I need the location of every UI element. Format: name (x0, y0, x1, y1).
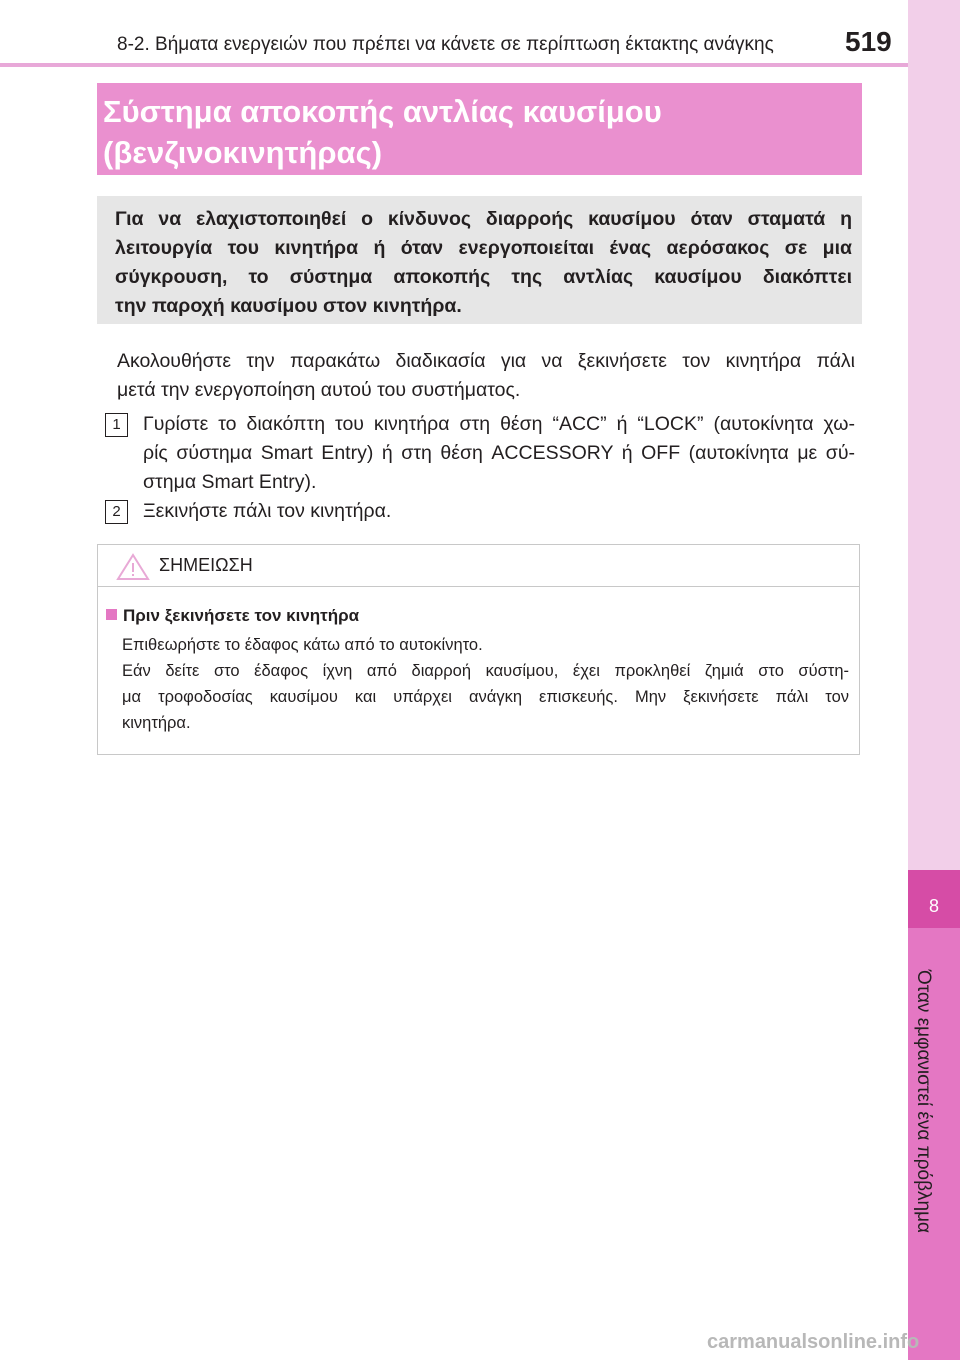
step-line: ρίς σύστημα Smart Entry) ή στη θέση ACCESSORY ή OFF (αυτοκίνητα με σύ- (143, 442, 855, 464)
intro-summary (97, 196, 862, 324)
step-text (143, 497, 855, 526)
step-number-badge: 1 (105, 413, 128, 437)
intro-line: Για να ελαχιστοποιηθεί ο κίνδυνος διαρροής καυσίμου όταν σταματά η (115, 208, 852, 230)
step-1 (105, 410, 855, 497)
chapter-title: Όταν εμφανιστεί ένα πρόβλημα (913, 970, 934, 1234)
intro-line: σύγκρουση, το σύστημα αποκοπής της αντλίας καυσίμου διακόπτει (115, 266, 852, 288)
header-divider (0, 63, 908, 67)
note-line: Επιθεωρήστε το έδαφος κάτω από το αυτοκίνητο. (122, 636, 483, 654)
chapter-number-tab: 8 (908, 870, 960, 928)
intro-line: την παροχή καυσίμου στον κινητήρα. (115, 295, 462, 317)
section-title-line2: (βενζινοκινητήρας) (103, 135, 383, 170)
section-title-line1: Σύστημα αποκοπής αντλίας καυσίμου (103, 94, 662, 129)
note-body (122, 632, 849, 736)
step-line: Ξεκινήστε πάλι τον κινητήρα. (143, 500, 392, 522)
page-number: 519 (845, 26, 892, 57)
body-paragraph (117, 347, 855, 405)
step-line: Γυρίστε το διακόπτη του κινητήρα στη θέση “ACC” ή “LOCK” (αυτοκίνητα χω- (143, 413, 855, 435)
watermark: carmanualsonline.info (707, 1331, 920, 1353)
note-line: μα τροφοδοσίας καυσίμου και υπάρχει ανάγκη επισκευής. Μην ξεκινήσετε πάλι τον (122, 688, 849, 706)
note-header (98, 545, 859, 587)
note-line: Εάν δείτε στο έδαφος ίχνη από διαρροή καυσίμου, έχει προκληθεί ζημιά στο σύστη- (122, 662, 849, 680)
side-tab-background (908, 0, 960, 870)
running-header: 8-2. Βήματα ενεργειών που πρέπει να κάνετε σε περίπτωση έκτακτης ανάγκης (117, 34, 774, 55)
body-line: Ακολουθήστε την παρακάτω διαδικασία για να ξεκινήσετε τον κινητήρα πάλι (117, 350, 855, 372)
note-title: ΣΗΜΕΙΩΣΗ (159, 555, 253, 575)
intro-line: λειτουργία του κινητήρα ή όταν ενεργοποιείται ένας αερόσακος σε μια (115, 237, 852, 259)
body-line: μετά την ενεργοποίηση αυτού του συστήματος. (117, 379, 521, 401)
note-subheading (106, 606, 359, 626)
step-text (143, 410, 855, 497)
note-box (97, 544, 860, 755)
note-subheading-text: Πριν ξεκινήσετε τον κινητήρα (123, 606, 360, 625)
square-bullet-icon (106, 609, 117, 620)
step-number-badge: 2 (105, 500, 128, 524)
warning-triangle-icon (116, 553, 150, 586)
step-2 (105, 497, 855, 526)
step-line: στημα Smart Entry). (143, 471, 317, 493)
note-line: κινητήρα. (122, 714, 191, 732)
section-title-box (97, 83, 862, 175)
